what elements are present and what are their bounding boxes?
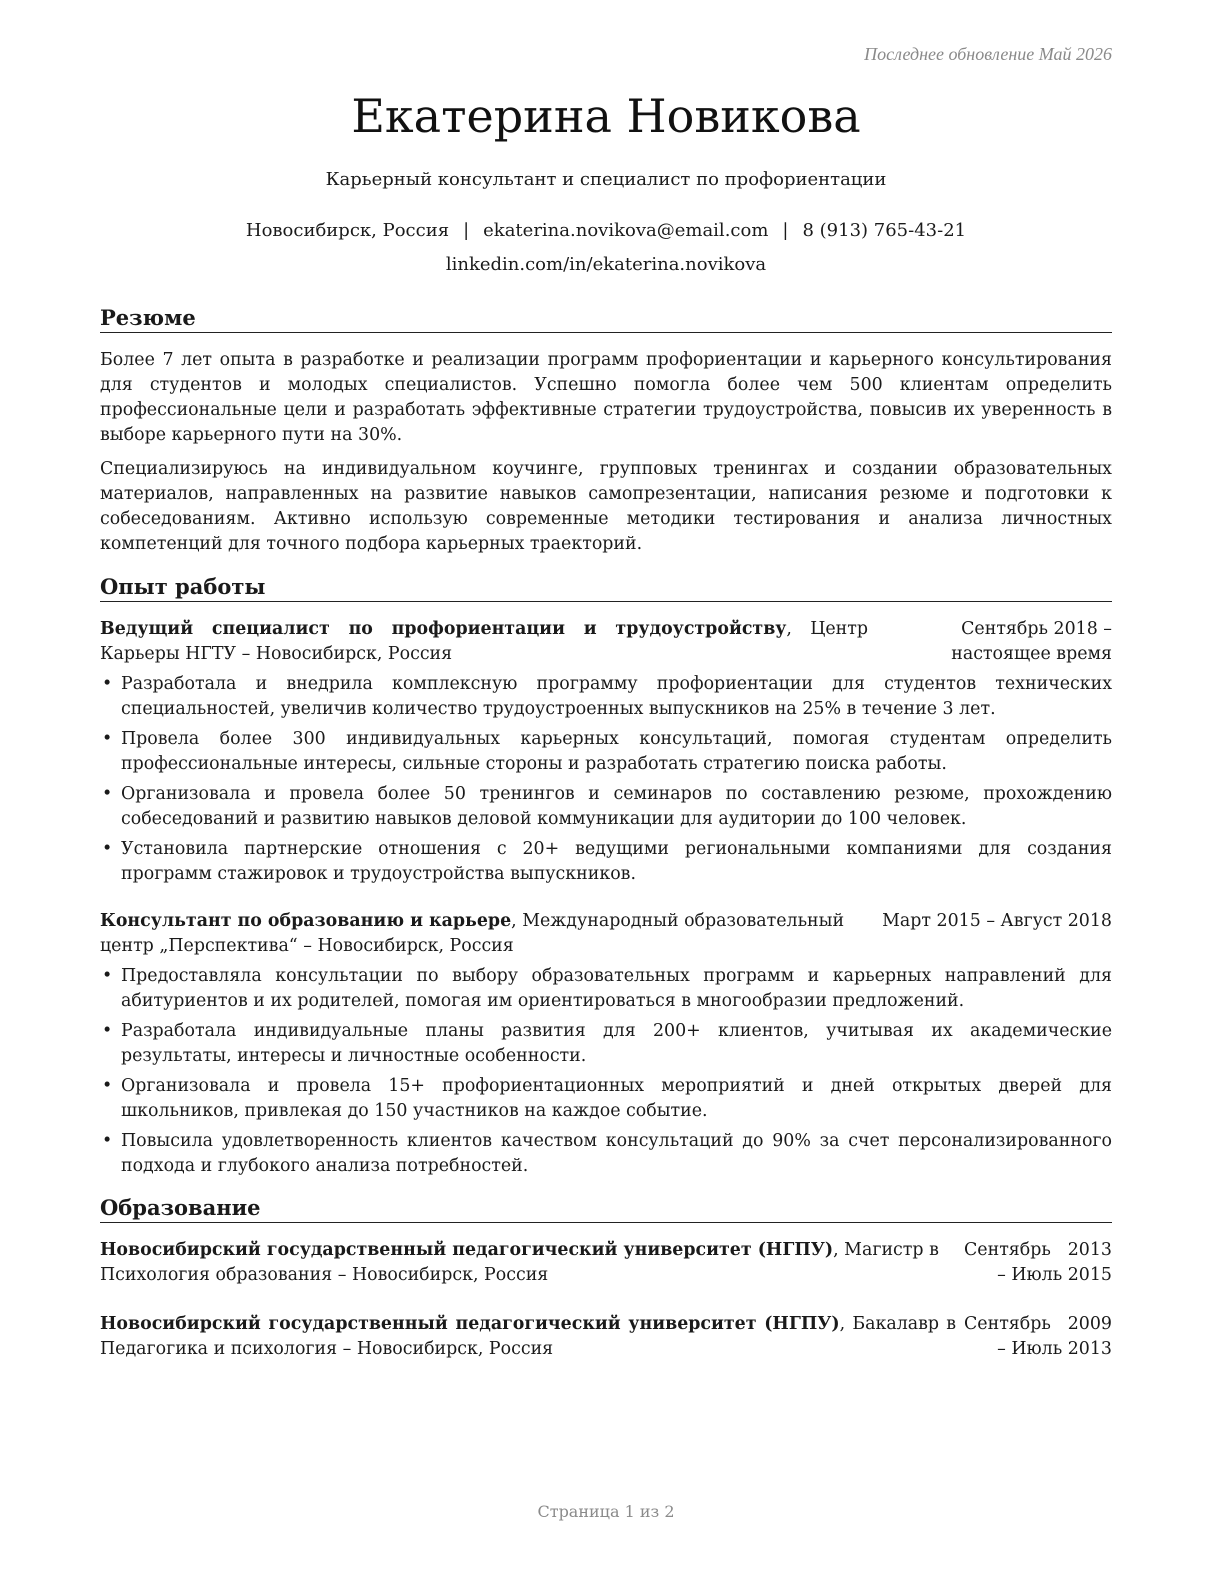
email-link[interactable]: ekaterina.novikova@email.com — [483, 220, 769, 241]
last-updated: Последнее обновление Май 2026 — [864, 44, 1112, 64]
school-name: Новосибирский государственный педагогический университет (НГПУ) — [100, 1240, 834, 1260]
school-name: Новосибирский государственный педагогический университет (НГПУ) — [100, 1314, 840, 1334]
candidate-name: Екатерина Новикова — [351, 89, 861, 143]
section-title-summary: Резюме — [100, 305, 1112, 333]
job-dates: Сентябрь 2018 – настоящее время — [951, 619, 1112, 664]
job-org: , Международный образовательный центр „Перспектива“ – Новосибирск, Россия — [100, 911, 845, 956]
resume-page — [100, 0, 1112, 1584]
list-item: • Разработала индивидуальные планы развития для 200+ клиентов, учитывая их академические результаты, интересы и личностные особенности. — [100, 1019, 1112, 1069]
list-item: • Организовала и провела более 50 тренингов и семинаров по составлению резюме, прохождению собеседований и развитию навыков деловой коммуникации для аудитории до 100 человек. — [100, 782, 1112, 832]
job-achievements — [100, 964, 1112, 1184]
phone: 8 (913) 765-43-21 — [802, 220, 967, 241]
summary-paragraph: Специализируюсь на индивидуальном коучинге, групповых тренингах и создании образовательных материалов, направленных на развитие навыков самопрезентации, написания резюме и подготовки к собеседованиям. Активно использую современные методики тестирования и анализа личностных компетенций для точного подбора карьерных траекторий. — [100, 459, 1112, 554]
degree: , Магистр в Психология образования – Новосибирск, Россия — [100, 1240, 939, 1285]
job-org: , Центр Карьеры НГТУ – Новосибирск, Россия — [100, 619, 868, 664]
education-item — [100, 1312, 1112, 1362]
candidate-title: Карьерный консультант и специалист по профориентации — [325, 169, 887, 190]
section-title-education: Образование — [100, 1195, 1112, 1223]
list-item: • Повысила удовлетворенность клиентов качеством консультаций до 90% за счет персонализированного подхода и глубокого анализа потребностей. — [100, 1129, 1112, 1179]
job-header — [100, 617, 1112, 667]
job-header — [100, 909, 1112, 959]
page-number: Страница 1 из 2 — [537, 1502, 675, 1521]
education-dates: Сентябрь 2013 – Июль 2015 — [964, 1240, 1112, 1285]
list-item: • Разработала и внедрила комплексную программу профориентации для студентов технических специальностей, увеличив количество трудоустроенных выпускников на 25% в течение 3 лет. — [100, 672, 1112, 722]
linkedin-link[interactable]: linkedin.com/in/ekaterina.novikova — [445, 254, 767, 275]
list-item: • Установила партнерские отношения с 20+ ведущими региональными компаниями для создания программ стажировок и трудоустройства выпускников. — [100, 837, 1112, 887]
section-title-experience: Опыт работы — [100, 574, 1112, 602]
list-item: • Провела более 300 индивидуальных карьерных консультаций, помогая студентам определить профессиональные интересы, сильные стороны и разработать стратегию поиска работы. — [100, 727, 1112, 777]
job-role: Ведущий специалист по профориентации и трудоустройству — [100, 619, 787, 639]
list-item: • Организовала и провела 15+ профориентационных мероприятий и дней открытых дверей для школьников, привлекая до 150 участников на каждое событие. — [100, 1074, 1112, 1124]
job-achievements — [100, 672, 1112, 892]
list-item: • Предоставляла консультации по выбору образовательных программ и карьерных направлений для абитуриентов и их родителей, помогая им ориентироваться в многообразии предложений. — [100, 964, 1112, 1014]
job-dates: Март 2015 – Август 2018 — [882, 911, 1112, 931]
separator: | — [463, 220, 470, 241]
location: Новосибирск, Россия — [245, 220, 450, 241]
education-item — [100, 1238, 1112, 1288]
job-role: Консультант по образованию и карьере — [100, 911, 512, 931]
degree: , Бакалавр в Педагогика и психология – Новосибирск, Россия — [100, 1314, 956, 1359]
summary-paragraph: Более 7 лет опыта в разработке и реализации программ профориентации и карьерного консультирования для студентов и молодых специалистов. Успешно помогла более чем 500 клиентам определить профессиональные цели и разработать эффективные стратегии трудоустройства, повысив их уверенность в выборе карьерного пути на 30%. — [100, 350, 1112, 445]
education-dates: Сентябрь 2009 – Июль 2013 — [964, 1314, 1112, 1359]
contact-line — [100, 219, 1112, 243]
separator: | — [782, 220, 789, 241]
